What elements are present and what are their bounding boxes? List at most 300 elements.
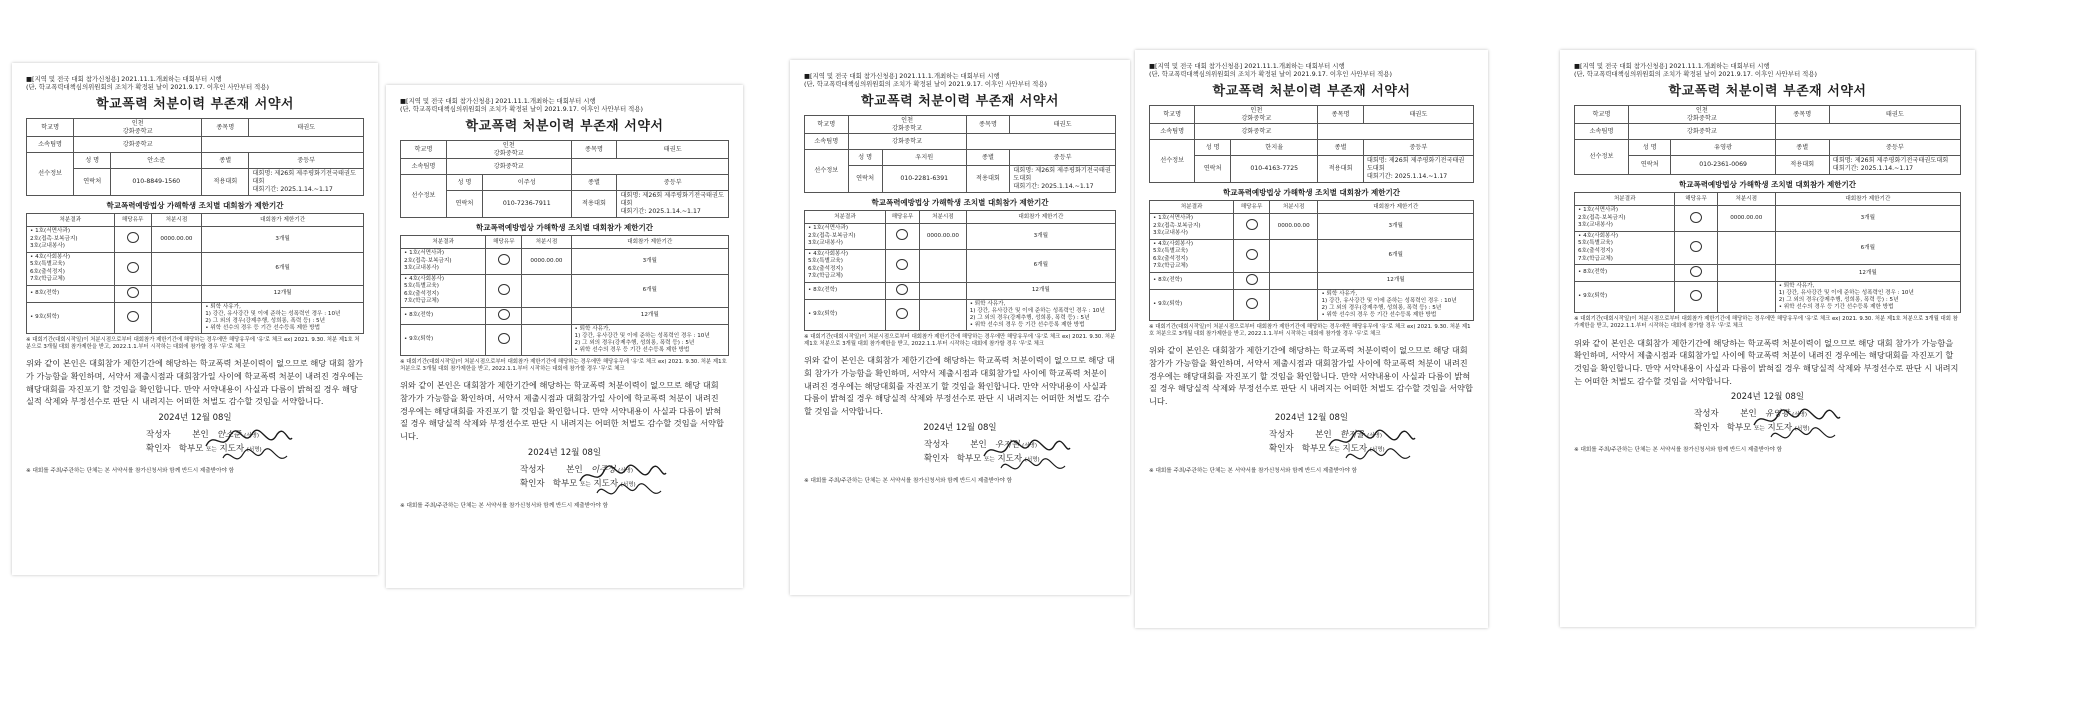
org-label: 소속팀명 [27, 137, 74, 153]
penalty-date-3 [920, 282, 967, 299]
category-2: • 4호(사회봉사) 5호(특별교육) 6호(출석정지) 7호(학급교체) [27, 252, 115, 285]
target-period-value: 대회기간: 2025.1.14.~1.17 [620, 207, 701, 215]
org-label: 소속팀명 [805, 134, 849, 150]
signer-label: 작성자 [520, 464, 545, 475]
penalty-date-2 [151, 252, 202, 285]
category-3: • 8호(전학) [27, 285, 115, 302]
empty-cell [966, 134, 1115, 150]
check-circle-icon [127, 262, 139, 273]
col-date: 처분시점 [522, 236, 571, 249]
signer-label: 작성자 [1269, 429, 1294, 440]
penalty-table [804, 210, 1116, 331]
self-label: 본인 [566, 464, 583, 475]
org-value: 강화중학교 [446, 159, 571, 175]
coach-label: 지도자 [593, 478, 619, 489]
category-1: • 1호(서면사과) 2호(접촉·보복금지) 3호(교내봉사) [1575, 206, 1675, 232]
has-checkbox-4[interactable] [1234, 289, 1270, 320]
region-value: 인천 [901, 116, 914, 124]
contact-label: 연락처 [446, 191, 482, 217]
org-value: 강화중학교 [848, 134, 966, 150]
target-label: 적용대회 [966, 166, 1010, 192]
target-event-value: 대회명: 제26회 제주평화기전국태권도대회 [1366, 157, 1465, 173]
has-checkbox-2[interactable] [885, 249, 919, 282]
penalty-subtitle: 학교폭력예방법상 가해학생 조치별 대회참가 제한기간 [106, 200, 284, 210]
check-circle-icon [498, 254, 510, 265]
phone-value: 010-8849-1560 [111, 169, 202, 195]
school-value [1629, 105, 1776, 124]
penalty-subtitle: 학교폭력예방법상 가해학생 조치별 대회참가 제한기간 [475, 222, 654, 232]
limit-3: 12개월 [1318, 272, 1474, 289]
has-checkbox-3[interactable] [885, 282, 919, 299]
event-label: 종목명 [202, 118, 249, 137]
doc-header [26, 75, 364, 92]
target-event-value: 대회명: 제26회 제주평화기전국태권도대회 [620, 192, 724, 208]
target-period-value: 대회기간: 2025.1.14.~1.17 [1832, 165, 1914, 173]
empty-cell [1318, 124, 1474, 140]
penalty-date-4 [920, 299, 967, 330]
has-checkbox-4[interactable] [885, 299, 919, 330]
penalty-date-1: 0000.00.00 [522, 249, 571, 275]
doc-title: 학교폭력 처분이력 부존재 서약서 [1668, 83, 1867, 99]
has-checkbox-3[interactable] [486, 307, 522, 324]
target-value [1829, 156, 1960, 175]
org-label: 소속팀명 [1575, 124, 1629, 140]
coach-label: 지도자 [1767, 423, 1793, 434]
limit-3: 12개월 [571, 307, 728, 324]
doc-title: 학교폭력 처분이력 부존재 서약서 [1212, 83, 1411, 99]
parent-label: 학부모 [178, 443, 204, 454]
confirm-label: 확인자 [146, 443, 171, 454]
player-info-table [26, 118, 364, 196]
limit-3: 12개월 [1775, 265, 1960, 282]
school-value [1195, 105, 1318, 124]
footer-note: ※ 대회를 주최/주관하는 단체는 본 서약서를 참가신청서와 함께 반드시 제출받아야 함 [26, 467, 235, 474]
limit-2: 6개월 [1775, 231, 1960, 264]
has-checkbox-1[interactable] [486, 249, 522, 275]
player-info-table [804, 115, 1116, 193]
contact-label: 연락처 [1629, 156, 1671, 175]
pledge-document-4 [1135, 50, 1488, 628]
category-2: • 4호(사회봉사) 5호(특별교육) 6호(출석정지) 7호(학급교체) [805, 249, 886, 282]
pledge-text: 위와 같이 본인은 대회참가 제한기간에 해당하는 학교폭력 처분이력이 없으므로 해당 대회 참가가 가능함을 확인하며, 서약서 제출시점과 대회참가일 사이에 학교폭력 처분이 내려진 경우에는 해당대회를 자진포기 할 것임을 확인합니다. 만약 서약내용이 사실과 다름이 밝혀질 경우 해당실적 삭제와 부정선수로 판단 시 내려지는 어떠한 처벌도 감수할 것임을 서약합니다. [1149, 345, 1473, 407]
check-circle-icon [1246, 298, 1258, 309]
check-circle-icon [1690, 212, 1702, 223]
has-checkbox-2[interactable] [114, 252, 151, 285]
limit-4: • 퇴학 사유가, 1) 강간, 유사강간 및 이에 준하는 성폭력인 경우 : 10년 2) 그 외의 경우(강제추행, 성희롱, 폭력 등) : 5년 • 위학 선수의 경우 등 기간 선수등록 제한 방법 [202, 302, 364, 333]
self-label: 본인 [1740, 409, 1757, 420]
school-name-value: 강화중학교 [493, 149, 524, 157]
header-line-1: ■[지역 및 전국 대회 참가신청용] 2021.11.1.개최하는 대회부터 시행 [1574, 62, 1770, 70]
limit-2: 6개월 [202, 252, 364, 285]
category-4: • 9호(퇴학) [27, 302, 115, 333]
header-line-2: (단, 학교폭력대책심의위원회의 조치가 확정된 날이 2021.9.17. 이후인 사안부터 적용) [26, 83, 270, 92]
or-label: 또는 [580, 481, 591, 488]
category-3: • 8호(전학) [1575, 265, 1675, 282]
limit-3: 12개월 [966, 282, 1115, 299]
phone-value: 010-7236-7911 [482, 191, 571, 217]
col-has: 해당유무 [1234, 201, 1270, 214]
note-text: ※ 대회기간(대회시작일)이 처분시점으로부터 대회참가 제한기간에 해당하는 경우에만 해당유무에 '유'로 체크 ex) 2021. 9.30. 처분 제1호 처분으로 3개월 대회 참가제한을 받고, 2022.1.1.부터 시작하는 대회에 참가할 경우 '무'로 체크 [400, 358, 727, 373]
pledge-document-1 [12, 63, 378, 575]
signature-block [400, 465, 729, 493]
pledge-date: 2024년 12월 08일 [1274, 412, 1349, 423]
signature-block [1574, 409, 1961, 437]
event-value: 태권도 [617, 140, 729, 159]
category-3: • 8호(전학) [805, 282, 886, 299]
sign-mark-2: (서명) [1369, 446, 1385, 453]
pledge-text: 위와 같이 본인은 대회참가 제한기간에 해당하는 학교폭력 처분이력이 없으므로 해당 대회 참가가 가능함을 확인하며, 서약서 제출시점과 대회참가일 사이에 학교폭력 처분이 내려진 경우에는 해당대회를 자진포기 할 것임을 확인합니다. 만약 서약내용이 사실과 다름이 밝혀질 경우 해당실적 삭제와 부정선수로 판단 시 내려지는 어떠한 처벌도 감수할 것임을 서약합니다. [1574, 337, 1959, 386]
event-value: 태권도 [1829, 105, 1960, 124]
col-measure: 처분결과 [401, 236, 486, 249]
school-value [446, 140, 571, 159]
parent-label: 학부모 [956, 453, 982, 464]
kind-value: 중등부 [1363, 140, 1473, 156]
category-2: • 4호(사회봉사) 5호(특별교육) 6호(출석정지) 7호(학급교체) [1150, 239, 1234, 272]
category-4: • 9호(퇴학) [401, 324, 486, 355]
header-line-1: ■[지역 및 전국 대회 참가신청용] 2021.11.1.개최하는 대회부터 시행 [400, 97, 596, 105]
school-name-value: 강화중학교 [122, 127, 153, 135]
name-value: 안소준 [111, 153, 202, 169]
col-limit: 대회참가 제한기간 [966, 211, 1115, 224]
empty-cell [571, 159, 728, 175]
check-circle-icon [1246, 249, 1258, 260]
confirm-label: 확인자 [1694, 423, 1719, 434]
target-value [617, 191, 729, 217]
category-4: • 9호(퇴학) [805, 299, 886, 330]
header-line-2: (단, 학교폭력대책심의위원회의 조치가 확정된 날이 2021.9.17. 이후인 사안부터 적용) [400, 105, 644, 114]
school-name-value: 강화중학교 [1686, 114, 1717, 122]
category-1: • 1호(서면사과) 2호(접촉·보복금지) 3호(교내봉사) [805, 224, 886, 250]
region-value: 인천 [1250, 106, 1263, 114]
category-3: • 8호(전학) [1150, 272, 1234, 289]
penalty-date-2 [1269, 239, 1318, 272]
penalty-date-1: 0000.00.00 [1717, 206, 1775, 232]
coach-signature-scribble-icon [1344, 444, 1414, 470]
has-checkbox-4[interactable] [114, 302, 151, 333]
penalty-date-1: 0000.00.00 [920, 224, 967, 250]
target-period-value: 대회기간: 2025.1.14.~1.17 [1366, 172, 1448, 180]
name-label: 성 명 [74, 153, 111, 169]
category-1: • 1호(서면사과) 2호(접촉·보복금지) 3호(교내봉사) [401, 249, 486, 275]
check-circle-icon [498, 333, 510, 344]
name-label: 성 명 [848, 150, 882, 166]
region-value: 인천 [1695, 106, 1708, 114]
has-checkbox-1[interactable] [114, 227, 151, 253]
doc-title: 학교폭력 처분이력 부존재 서약서 [861, 93, 1059, 109]
limit-1: 3개월 [571, 249, 728, 275]
check-circle-icon [127, 311, 139, 322]
note-text: ※ 대회기간(대회시작일)이 처분시점으로부터 대회참가 제한기간에 해당하는 경우에만 해당유무에 '유'로 체크 ex) 2021. 9.30. 처분 제1호 처분으로 3개월 대회 참가제한을 받고, 2022.1.1.부터 시작하는 대회에 참가할 경우 '무'로 체크 [26, 336, 360, 351]
signature-block [1149, 430, 1474, 458]
col-has: 해당유무 [885, 211, 919, 224]
col-has: 해당유무 [486, 236, 522, 249]
col-limit: 대회참가 제한기간 [1775, 193, 1960, 206]
check-circle-icon [127, 287, 139, 298]
header-line-1: ■[지역 및 전국 대회 참가신청용] 2021.11.1.개최하는 대회부터 시행 [1149, 62, 1345, 70]
name-label: 성 명 [1195, 140, 1231, 156]
coach-label: 지도자 [219, 443, 245, 454]
has-checkbox-3[interactable] [1234, 272, 1270, 289]
pledge-text: 위와 같이 본인은 대회참가 제한기간에 해당하는 학교폭력 처분이력이 없으므로 해당 대회 참가가 가능함을 확인하며, 서약서 제출시점과 대회참가일 사이에 학교폭력 처분이 내려진 경우에는 해당대회를 자진포기 할 것임을 확인합니다. 만약 서약내용이 사실과 다름이 밝혀질 경우 해당실적 삭제와 부정선수로 판단 시 내려지는 어떠한 처벌도 감수할 것임을 서약합니다. [804, 355, 1115, 417]
event-label: 종목명 [1775, 105, 1829, 124]
org-label: 소속팀명 [1150, 124, 1195, 140]
penalty-subtitle: 학교폭력예방법상 가해학생 조치별 대회참가 제한기간 [1678, 179, 1857, 189]
check-circle-icon [896, 229, 908, 240]
signer-label: 작성자 [146, 429, 171, 440]
has-checkbox-3[interactable] [114, 285, 151, 302]
col-limit: 대회참가 제한기간 [202, 214, 364, 227]
header-line-2: (단, 학교폭력대책심의위원회의 조치가 확정된 날이 2021.9.17. 이후인 사안부터 적용) [1574, 70, 1818, 79]
penalty-table [1149, 200, 1474, 321]
col-measure: 처분결과 [1150, 201, 1234, 214]
school-value [74, 118, 202, 137]
limit-1: 3개월 [202, 227, 364, 253]
confirm-label: 확인자 [520, 478, 545, 489]
name-value: 이주성 [482, 175, 571, 191]
player-info-table [1574, 105, 1961, 175]
school-label: 학교명 [1150, 105, 1195, 124]
category-4: • 9호(퇴학) [1150, 289, 1234, 320]
penalty-date-3 [1269, 272, 1318, 289]
phone-value: 010-2281-6391 [882, 166, 966, 192]
limit-4: • 퇴학 사유가, 1) 강간, 유사강간 및 이에 준하는 성폭력인 경우 : 10년 2) 그 외의 경우(강제추행, 성희롱, 폭력 등) : 5년 • 위학 선수의 경우 등 기간 선수등록 제한 방법 [1318, 289, 1474, 320]
has-checkbox-1[interactable] [885, 224, 919, 250]
confirm-label: 확인자 [1269, 443, 1294, 454]
limit-2: 6개월 [966, 249, 1115, 282]
category-1: • 1호(서면사과) 2호(접촉·보복금지) 3호(교내봉사) [1150, 214, 1234, 240]
note-text: ※ 대회기간(대회시작일)이 처분시점으로부터 대회참가 제한기간에 해당하는 경우에만 해당유무에 '유'로 체크 ex) 2021. 9.30. 처분 제1호 처분으로 3개월 대회 참가제한을 받고, 2022.1.1.부터 시작하는 대회에 참가할 경우 '무'로 체크 [1574, 316, 1958, 330]
player-info-table [1149, 105, 1474, 183]
confirm-label: 확인자 [924, 453, 949, 464]
signer-label: 작성자 [924, 439, 949, 450]
has-checkbox-2[interactable] [1675, 231, 1717, 264]
penalty-subtitle: 학교폭력예방법상 가해학생 조치별 대회참가 제한기간 [1222, 187, 1401, 197]
region-value: 인천 [131, 119, 144, 127]
sign-mark: (서명) [1022, 442, 1038, 449]
footer-note: ※ 대회를 주최/주관하는 단체는 본 서약서를 참가신청서와 함께 반드시 제출받아야 함 [400, 502, 609, 509]
penalty-table [400, 235, 729, 356]
signer-name: 유영광 [1764, 409, 1790, 420]
sign-mark-2: (서명) [1794, 426, 1810, 433]
event-label: 종목명 [571, 140, 617, 159]
coach-signature-scribble-icon [595, 479, 665, 505]
kind-label: 종별 [571, 175, 617, 191]
school-label: 학교명 [27, 118, 74, 137]
contact-label: 연락처 [848, 166, 882, 192]
check-circle-icon [1690, 241, 1702, 252]
sign-mark-2: (서명) [1024, 456, 1040, 463]
sign-mark: (서명) [618, 467, 634, 474]
kind-value: 중등부 [1010, 150, 1116, 166]
penalty-date-1: 0000.00.00 [151, 227, 202, 253]
check-circle-icon [1690, 266, 1702, 277]
col-date: 처분시점 [1717, 193, 1775, 206]
parent-label: 학부모 [1301, 443, 1327, 454]
player-label: 선수정보 [1150, 140, 1195, 182]
org-value: 강화중학교 [1195, 124, 1318, 140]
check-circle-icon [896, 259, 908, 270]
limit-4: • 퇴학 사유가, 1) 강간, 유사강간 및 이에 준하는 성폭력인 경우 : 10년 2) 그 외의 경우(강제추행, 성희롱, 폭력 등) : 5년 • 위학 선수의 경우 등 기간 선수등록 제한 방법 [1775, 282, 1960, 313]
target-label: 적용대회 [1318, 156, 1363, 182]
signature-block [26, 430, 364, 458]
col-measure: 처분결과 [27, 214, 115, 227]
target-event-value: 대회명: 제26회 제주평화기전국태권도대회 [1832, 157, 1949, 165]
col-measure: 처분결과 [805, 211, 886, 224]
category-2: • 4호(사회봉사) 5호(특별교육) 6호(출석정지) 7호(학급교체) [1575, 231, 1675, 264]
coach-signature-scribble-icon [1769, 423, 1839, 449]
org-value: 강화중학교 [74, 137, 202, 153]
empty-cell [1775, 124, 1960, 140]
penalty-date-4 [1717, 282, 1775, 313]
event-value: 태권도 [249, 118, 364, 137]
player-info-table [400, 140, 729, 218]
signer-label: 작성자 [1694, 409, 1719, 420]
target-value [249, 169, 364, 195]
penalty-table [1574, 192, 1961, 313]
or-label: 또는 [984, 456, 995, 463]
has-checkbox-2[interactable] [486, 274, 522, 307]
org-label: 소속팀명 [401, 159, 447, 175]
penalty-date-4 [1269, 289, 1318, 320]
doc-header [1574, 62, 1961, 79]
coach-signature-scribble-icon [999, 454, 1069, 480]
col-has: 해당유무 [1675, 193, 1717, 206]
self-label: 본인 [1315, 429, 1332, 440]
pledge-text: 위와 같이 본인은 대회참가 제한기간에 해당하는 학교폭력 처분이력이 없으므로 해당 대회 참가가 가능함을 확인하며, 서약서 제출시점과 대회참가일 사이에 학교폭력 처분이 내려진 경우에는 해당대회를 자진포기 할 것임을 확인합니다. 만약 서약내용이 사실과 다름이 밝혀질 경우 해당실적 삭제와 부정선수로 판단 시 내려지는 어떠한 처벌도 감수할 것임을 서약합니다. [400, 380, 724, 442]
name-label: 성 명 [1629, 140, 1671, 156]
limit-2: 6개월 [1318, 239, 1474, 272]
check-circle-icon [498, 284, 510, 295]
footer-note: ※ 대회를 주최/주관하는 단체는 본 서약서를 참가신청서와 함께 반드시 제출받아야 함 [1574, 447, 1783, 454]
kind-value: 중등부 [249, 153, 364, 169]
or-label: 또는 [1754, 426, 1765, 433]
event-label: 종목명 [1318, 105, 1363, 124]
school-value [848, 115, 966, 134]
kind-label: 종별 [202, 153, 249, 169]
check-circle-icon [1690, 290, 1702, 301]
kind-label: 종별 [1318, 140, 1363, 156]
penalty-table [26, 213, 364, 334]
signature-block [804, 440, 1116, 468]
limit-4: • 퇴학 사유가, 1) 강간, 유사강간 및 이에 준하는 성폭력인 경우 : 10년 2) 그 외의 경우(강제추행, 성희롱, 폭력 등) : 5년 • 위학 선수의 경우 등 기간 선수등록 제한 방법 [571, 324, 728, 355]
school-label: 학교명 [1575, 105, 1629, 124]
event-label: 종목명 [966, 115, 1010, 134]
school-label: 학교명 [805, 115, 849, 134]
limit-1: 3개월 [1775, 206, 1960, 232]
target-event-value: 대회명: 제26회 제주평화기전국태권도대회 [1013, 167, 1111, 183]
coach-label: 지도자 [1342, 443, 1368, 454]
col-limit: 대회참가 제한기간 [571, 236, 728, 249]
limit-1: 3개월 [966, 224, 1115, 250]
school-name-value: 강화중학교 [892, 124, 923, 132]
contact-label: 연락처 [74, 169, 111, 195]
phone-value: 010-2361-0069 [1671, 156, 1775, 175]
penalty-date-2 [1717, 231, 1775, 264]
check-circle-icon [896, 308, 908, 319]
self-label: 본인 [970, 439, 987, 450]
pledge-date: 2024년 12월 08일 [923, 422, 997, 433]
coach-label: 지도자 [997, 453, 1023, 464]
doc-title: 학교폭력 처분이력 부존재 서약서 [96, 96, 294, 112]
target-label: 적용대회 [1775, 156, 1829, 175]
col-limit: 대회참가 제한기간 [1318, 201, 1474, 214]
category-1: • 1호(서면사과) 2호(접촉·보복금지) 3호(교내봉사) [27, 227, 115, 253]
limit-1: 3개월 [1318, 214, 1474, 240]
signer-name: 한지율 [1339, 429, 1365, 440]
school-label: 학교명 [401, 140, 447, 159]
has-checkbox-4[interactable] [1675, 282, 1717, 313]
has-checkbox-3[interactable] [1675, 265, 1717, 282]
note-text: ※ 대회기간(대회시작일)이 처분시점으로부터 대회참가 제한기간에 해당하는 경우에만 해당유무에 '유'로 체크 ex) 2021. 9.30. 처분 제1호 처분으로 3개월 대회 참가제한을 받고, 2022.1.1.부터 시작하는 대회에 참가할 경우 '무'로 체크 [804, 333, 1116, 348]
target-value [1363, 156, 1473, 182]
parent-label: 학부모 [552, 478, 578, 489]
penalty-date-3 [151, 285, 202, 302]
self-label: 본인 [192, 429, 209, 440]
or-label: 또는 [1329, 446, 1340, 453]
kind-value: 중등부 [617, 175, 729, 191]
limit-2: 6개월 [571, 274, 728, 307]
signer-name: 우지원 [994, 439, 1020, 450]
col-date: 처분시점 [151, 214, 202, 227]
has-checkbox-2[interactable] [1234, 239, 1270, 272]
doc-title: 학교폭력 처분이력 부존재 서약서 [465, 118, 664, 134]
kind-label: 종별 [966, 150, 1010, 166]
empty-cell [202, 137, 364, 153]
limit-3: 12개월 [202, 285, 364, 302]
penalty-date-3 [1717, 265, 1775, 282]
signer-name: 안소준 [216, 429, 242, 440]
col-date: 처분시점 [920, 211, 967, 224]
pledge-document-3 [790, 60, 1130, 595]
header-line-1: ■[지역 및 전국 대회 참가신청용] 2021.11.1.개최하는 대회부터 시행 [26, 75, 222, 83]
has-checkbox-1[interactable] [1234, 214, 1270, 240]
target-value [1010, 166, 1116, 192]
header-line-2: (단, 학교폭력대책심의위원회의 조치가 확정된 날이 2021.9.17. 이후인 사안부터 적용) [804, 80, 1048, 89]
doc-header [1149, 62, 1474, 79]
has-checkbox-4[interactable] [486, 324, 522, 355]
player-label: 선수정보 [401, 175, 447, 217]
name-value: 우지원 [882, 150, 966, 166]
note-text: ※ 대회기간(대회시작일)이 처분시점으로부터 대회참가 제한기간에 해당하는 경우에만 해당유무에 '유'로 체크 ex) 2021. 9.30. 처분 제1호 처분으로 3개월 대회 참가제한을 받고, 2022.1.1.부터 시작하는 대회에 참가할 경우 '무'로 체크 [1149, 323, 1471, 338]
name-value: 한지율 [1230, 140, 1317, 156]
header-line-1: ■[지역 및 전국 대회 참가신청용] 2021.11.1.개최하는 대회부터 시행 [804, 72, 1000, 80]
phone-value: 010-4163-7725 [1230, 156, 1317, 182]
signer-name: 이주성 [590, 464, 616, 475]
region-value: 인천 [502, 141, 515, 149]
penalty-date-4 [151, 302, 202, 333]
pledge-date: 2024년 12월 08일 [158, 413, 232, 424]
pledge-text: 위와 같이 본인은 대회참가 제한기간에 해당하는 학교폭력 처분이력이 없으므로 해당 대회 참가가 가능함을 확인하며, 서약서 제출시점과 대회참가일 사이에 학교폭력 처분이 내려진 경우에는 해당대회를 자진포기 할 것임을 확인합니다. 만약 서약내용이 사실과 다름이 밝혀질 경우 해당실적 삭제와 부정선수로 판단 시 내려지는 어떠한 처벌도 감수할 것임을 서약합니다. [26, 358, 364, 407]
pledge-date: 2024년 12월 08일 [1730, 392, 1805, 403]
sign-mark: (서명) [244, 432, 260, 439]
has-checkbox-1[interactable] [1675, 206, 1717, 232]
event-value: 태권도 [1010, 115, 1116, 134]
target-period-value: 대회기간: 2025.1.14.~1.17 [252, 185, 333, 193]
name-label: 성 명 [446, 175, 482, 191]
col-date: 처분시점 [1269, 201, 1318, 214]
col-measure: 처분결과 [1575, 193, 1675, 206]
parent-label: 학부모 [1726, 423, 1752, 434]
event-value: 태권도 [1363, 105, 1473, 124]
category-3: • 8호(전학) [401, 307, 486, 324]
pledge-document-2 [386, 85, 743, 588]
doc-header [804, 72, 1116, 89]
header-line-2: (단, 학교폭력대책심의위원회의 조치가 확정된 날이 2021.9.17. 이후인 사안부터 적용) [1149, 70, 1393, 79]
check-circle-icon [1246, 219, 1258, 230]
col-has: 해당유무 [114, 214, 151, 227]
coach-signature-scribble-icon [221, 444, 291, 470]
pledge-date: 2024년 12월 08일 [527, 447, 602, 458]
